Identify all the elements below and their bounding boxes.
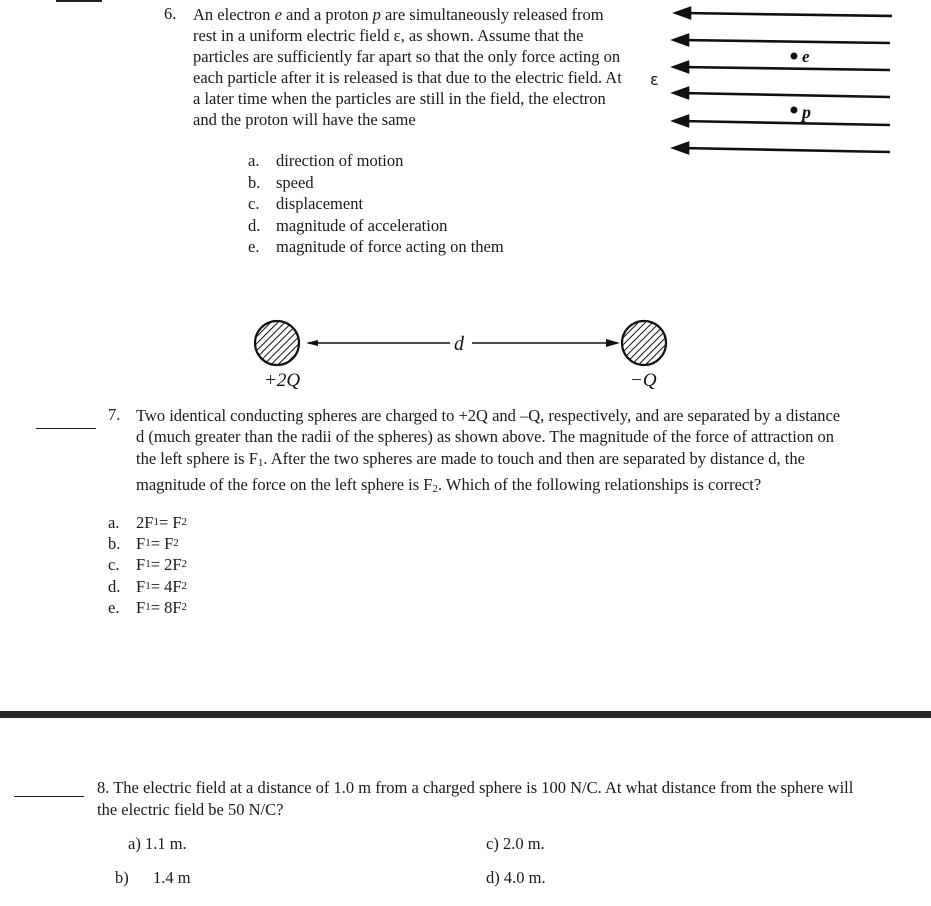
option-letter: e. <box>248 237 260 256</box>
option-text: F <box>136 576 146 596</box>
option-text: = F <box>150 534 174 554</box>
option-text: direction of motion <box>276 151 404 170</box>
subscript: 2 <box>181 579 188 592</box>
q6-electron-symbol: e <box>274 5 282 24</box>
two-spheres-diagram <box>240 310 680 400</box>
q6-text-part: An electron <box>193 5 275 24</box>
option-letter: b. <box>108 534 121 554</box>
q6-proton-symbol: p <box>372 5 381 24</box>
subscript: 1 <box>153 516 159 528</box>
option-text: F <box>136 597 146 617</box>
q7-option-b[interactable] <box>108 533 187 554</box>
option-text: = F <box>158 513 182 532</box>
option-text: = 8F <box>150 597 182 617</box>
subscript: 2 <box>181 558 188 571</box>
question-7-number: 7. <box>108 405 121 424</box>
option-letter: c. <box>248 194 260 213</box>
q8-option-c[interactable]: c) 2.0 m. <box>486 834 545 853</box>
q7-option-c[interactable] <box>108 554 187 575</box>
q8-option-d[interactable]: d) 4.0 m. <box>486 868 546 887</box>
subscript: 2 <box>173 537 179 550</box>
option-letter: a. <box>248 151 260 170</box>
option-letter: d. <box>108 576 121 596</box>
q7-option-a[interactable] <box>108 512 187 533</box>
q6-option-e[interactable] <box>248 236 504 258</box>
answer-blank-q6[interactable] <box>56 0 102 2</box>
subscript: 2 <box>432 482 438 495</box>
option-letter: a. <box>108 513 120 532</box>
option-letter: b) <box>115 868 129 887</box>
q7-text-part: . After the two spheres are made to touch and then are separated by distance d, the magnitude of the force on the left sphere is F <box>136 448 805 494</box>
option-letter: c. <box>108 555 120 575</box>
q7-option-e[interactable] <box>108 597 187 618</box>
question-6-text <box>193 4 623 130</box>
option-text: speed <box>276 172 314 192</box>
option-text: = 2F <box>150 555 182 575</box>
q7-text-part: . Which of the following relationships is correct? <box>437 474 762 494</box>
electric-field-diagram <box>640 0 931 170</box>
electron-label: e <box>802 47 810 66</box>
q7-text-part: Two identical conducting spheres are charged to +2Q and –Q, respectively, and are separated by a distance d (much greater than the radii of the spheres) as shown above. The magnitude of the force of attraction on the left sphere is F <box>136 406 841 468</box>
q6-option-a[interactable] <box>248 150 504 172</box>
subscript: 1 <box>145 537 151 550</box>
question-8-text: 8. The electric field at a distance of 1.0 m from a charged sphere is 100 N/C. At what distance from the sphere will the electric field be 50 N/C? <box>97 778 854 819</box>
subscript: 1 <box>145 579 151 592</box>
option-letter: b. <box>248 172 261 192</box>
option-text: F <box>136 534 146 554</box>
question-7-text <box>136 405 846 500</box>
q8-option-a[interactable]: a) 1.1 m. <box>128 834 187 853</box>
proton-dot-icon <box>791 107 798 114</box>
subscript: 1 <box>145 558 151 571</box>
q6-option-d[interactable] <box>248 215 504 237</box>
option-letter: d. <box>248 215 261 235</box>
q6-text-part: are simultaneously released from rest in a uniform electric field ε, as shown. Assume that the particles are sufficiently far apart so that the only force acting on each particle after it is released is that due to the electric field. At a later time when the particles are still in the field, the electron and the proton will have the same <box>193 5 622 129</box>
subscript: 2 <box>181 600 188 613</box>
answer-blank-q8[interactable] <box>14 796 84 797</box>
option-text: 1.4 m <box>153 868 191 887</box>
subscript: 1 <box>257 456 264 469</box>
q6-option-b[interactable] <box>248 172 504 194</box>
option-text: magnitude of force acting on them <box>276 237 504 256</box>
section-divider <box>0 711 931 718</box>
proton-label: p <box>802 102 811 122</box>
option-text: magnitude of acceleration <box>276 215 448 235</box>
question-6-options <box>248 150 504 258</box>
right-charge-label: −Q <box>630 370 657 391</box>
distance-label: d <box>454 333 464 355</box>
q7-option-d[interactable] <box>108 576 187 597</box>
left-charge-label: +2Q <box>264 370 301 391</box>
option-text: F <box>136 555 146 575</box>
question-6-number: 6. <box>164 4 177 23</box>
electron-dot-icon <box>791 53 798 60</box>
option-text: displacement <box>276 194 364 213</box>
option-text: = 4F <box>150 576 182 596</box>
question-7-options <box>108 512 187 618</box>
q6-text-part: and a proton <box>281 5 373 24</box>
q6-option-c[interactable] <box>248 193 504 215</box>
q8-option-b[interactable] <box>115 868 191 888</box>
right-sphere-icon <box>622 321 666 365</box>
field-lines <box>674 8 892 153</box>
subscript: 1 <box>145 600 151 613</box>
subscript: 2 <box>181 516 188 528</box>
option-text: 2F <box>136 513 154 532</box>
answer-blank-q7[interactable] <box>36 428 96 429</box>
left-sphere-icon <box>255 321 299 365</box>
option-letter: e. <box>108 597 120 617</box>
field-label-epsilon: ε <box>650 70 659 89</box>
